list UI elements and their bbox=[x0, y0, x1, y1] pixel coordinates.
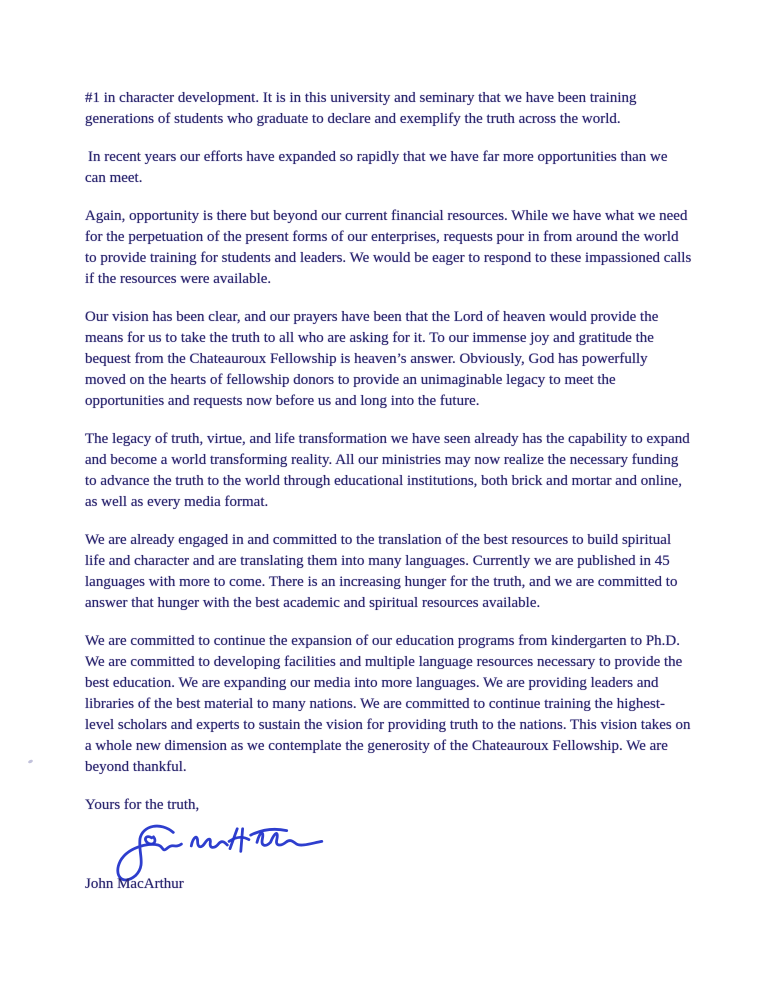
letter-paragraph-1: #1 in character development. It is in this university and seminary that we have been training generations of students who graduate to declare and exemplify the truth across the world. bbox=[85, 90, 637, 127]
letter-paragraph-5: The legacy of truth, virtue, and life transformation we have seen already has the capability to expand and become a world transforming reality. All our ministries may now realize the necessary funding to advance the truth to the world through educational institutions, both brick and mortar and online, as well as every media format. bbox=[85, 431, 690, 510]
letter-paragraph-7: We are committed to continue the expansion of our education programs from kindergarten to Ph.D. We are committed to developing facilities and multiple language resources necessary to provide the best education. We are expanding our media into more languages. We are providing leaders and libraries of the best material to many nations. We are committed to continue training the highest-level scholars and experts to sustain the vision for providing truth to the nations. This vision takes on a whole new dimension as we contemplate the generosity of the Chateauroux Fellowship. We are beyond thankful. bbox=[85, 633, 691, 775]
letter-body bbox=[85, 88, 692, 895]
letter-paragraph-4: Our vision has been clear, and our prayers have been that the Lord of heaven would provide the means for us to take the truth to all who are asking for it. To our immense joy and gratitude the bequest from the Chateauroux Fellowship is heaven’s answer. Obviously, God has powerfully moved on the hearts of fellowship donors to provide an unimaginable legacy to meet the opportunities and requests now before us and long into the future. bbox=[85, 309, 659, 409]
typed-name: John MacArthur bbox=[85, 876, 184, 892]
letter-paragraph-6: We are already engaged in and committed to the translation of the best resources to build spiritual life and character and are translating them into many languages. Currently we are published in 45 languages with more to come. There is an increasing hunger for the truth, and we are committed to answer that hunger with the best academic and spiritual resources available. bbox=[85, 532, 678, 611]
letter-paragraph-2: In recent years our efforts have expanded so rapidly that we have far more opportunities than we can meet. bbox=[85, 149, 668, 186]
scan-artifact bbox=[28, 759, 34, 764]
closing-line: Yours for the truth, bbox=[85, 797, 200, 813]
letter-paragraph-3: Again, opportunity is there but beyond our current financial resources. While we have what we need for the perpetuation of the present forms of our enterprises, requests pour in from around the world to provide training for students and leaders. We would be eager to respond to these impassioned calls if the resources were available. bbox=[85, 208, 692, 287]
